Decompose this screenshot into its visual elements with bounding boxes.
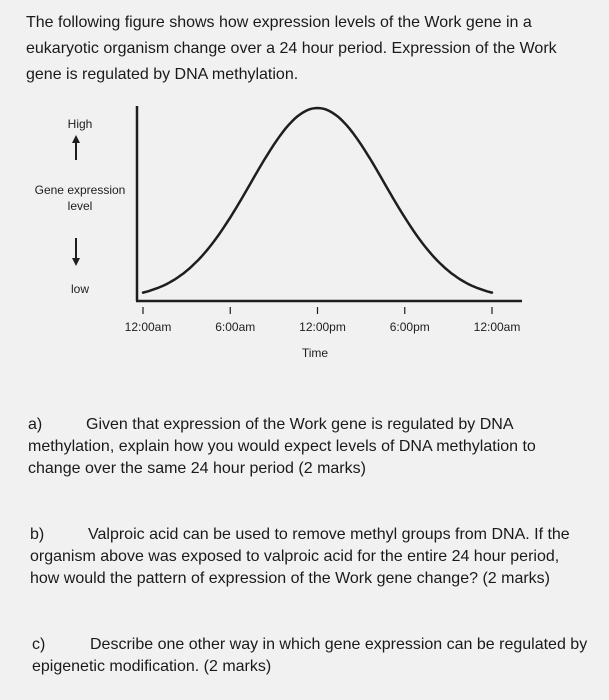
x-tick-label: 6:00am — [215, 320, 256, 334]
question-a-line — [28, 414, 598, 436]
question-a-line: methylation, explain how you would expect levels of DNA methylation to — [28, 438, 536, 455]
intro-line: The following figure shows how expression levels of the Work gene in a — [26, 14, 532, 31]
question-b — [30, 524, 600, 590]
x-axis-label: Time — [301, 346, 329, 360]
y-high-label: High — [67, 117, 93, 131]
intro-line: eukaryotic organism change over a 24 hour period. Expression of the Work — [26, 40, 557, 57]
intro-line: gene is regulated by DNA methylation. — [26, 66, 299, 83]
x-tick-label: 12:00am — [473, 320, 521, 334]
question-a-text: Given that expression of the Work gene is regulated by DNA — [86, 416, 514, 433]
question-c-line — [32, 634, 602, 656]
question-b-text: Valproic acid can be used to remove methyl groups from DNA. If the — [88, 526, 570, 543]
question-b-line: how would the pattern of expression of the Work gene change? (2 marks) — [30, 570, 550, 587]
question-c — [32, 634, 602, 678]
question-b-line: organism above was exposed to valproic acid for the entire 24 hour period, — [30, 548, 560, 565]
y-low-label: low — [70, 282, 90, 296]
x-tick-label: 12:00am — [124, 320, 172, 334]
question-a-label: a) — [28, 416, 43, 433]
y-axis-label-line1: Gene expression — [34, 183, 126, 197]
question-b-line — [30, 524, 600, 546]
question-a-line: change over the same 24 hour period (2 marks) — [28, 460, 366, 477]
question-b-label: b) — [30, 526, 45, 543]
arrow-down-icon — [72, 238, 80, 266]
expression-curve — [143, 108, 492, 293]
x-ticks — [125, 307, 521, 334]
y-axis-label-line2: level — [67, 199, 93, 213]
question-c-text: Describe one other way in which gene expression can be regulated by — [90, 636, 588, 653]
question-c-line: epigenetic modification. (2 marks) — [32, 658, 272, 675]
arrow-up-icon — [72, 135, 80, 160]
question-a — [28, 414, 598, 480]
question-c-label: c) — [32, 636, 46, 653]
intro-text — [26, 10, 596, 88]
x-tick-label: 12:00pm — [299, 320, 346, 334]
gene-expression-chart — [0, 100, 609, 370]
x-tick-label: 6:00pm — [389, 320, 430, 334]
